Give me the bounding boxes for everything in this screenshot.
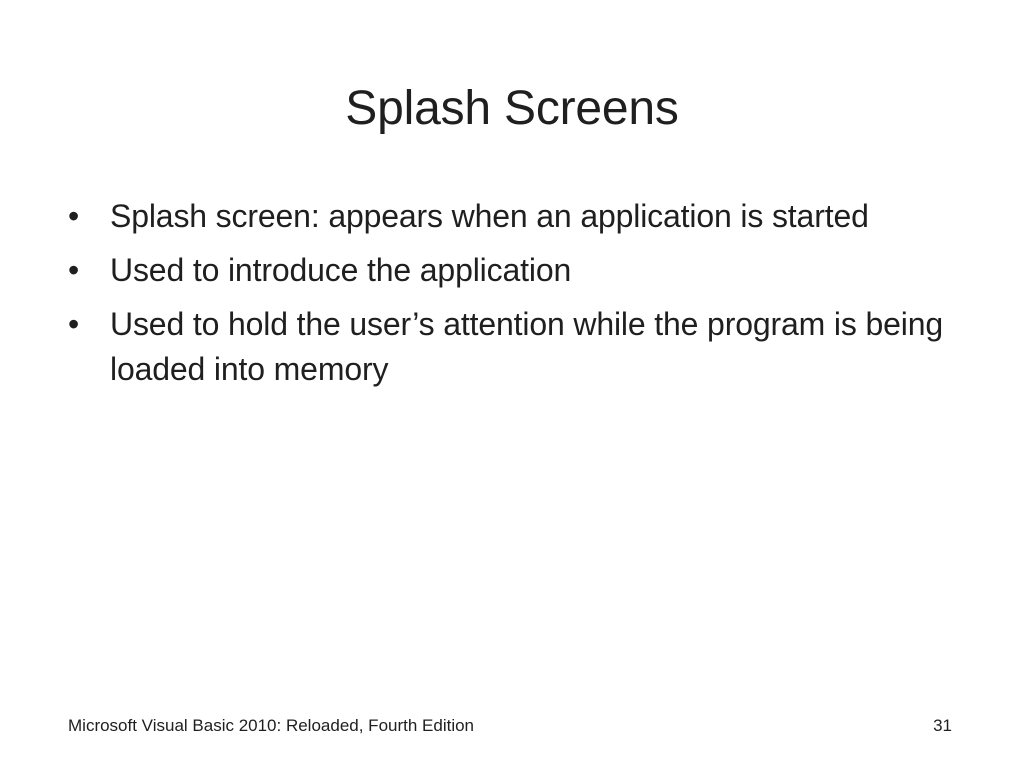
bullet-marker: • (68, 252, 80, 288)
bullet-marker: • (68, 306, 80, 342)
slide-title: Splash Screens (345, 82, 679, 135)
bullet-item-hold-attention (68, 302, 968, 392)
bullet-marker: • (68, 198, 80, 234)
bullet-text: Used to introduce the application (110, 252, 572, 288)
bullet-text: Used to hold the user’s attention while the program is being loaded into memory (110, 306, 943, 387)
footer-book-title: Microsoft Visual Basic 2010: Reloaded, Fourth Edition (68, 716, 475, 735)
bullet-list (68, 194, 968, 401)
bullet-text: Splash screen: appears when an application is started (110, 198, 869, 234)
bullet-item-splash-screen (68, 194, 968, 239)
slide-number: 31 (933, 716, 952, 735)
bullet-item-introduce-application (68, 248, 968, 293)
